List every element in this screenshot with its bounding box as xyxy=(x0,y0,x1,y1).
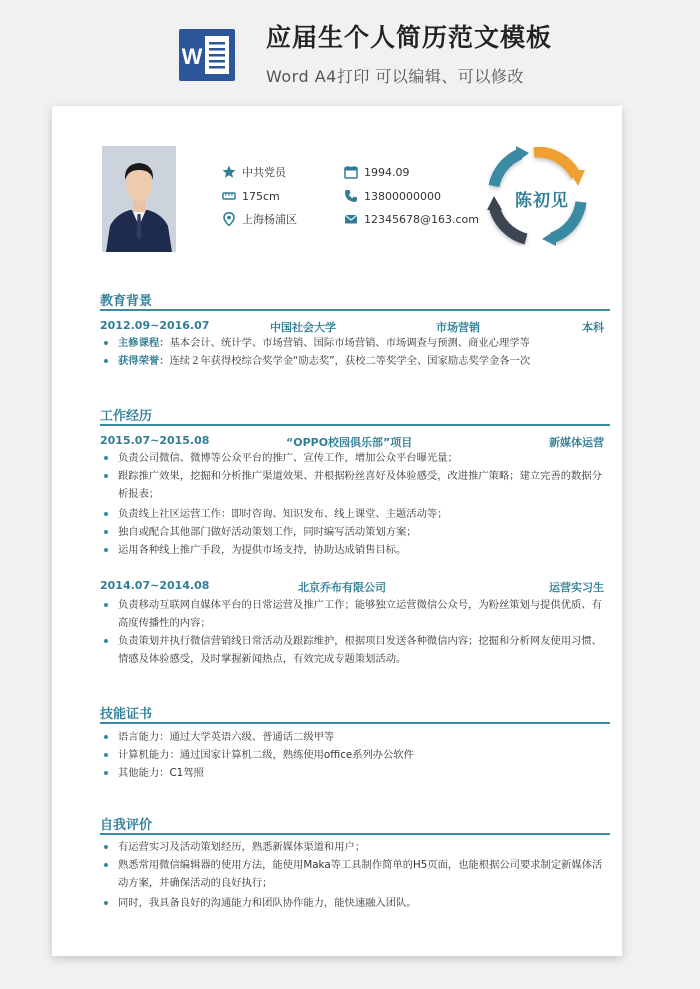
job-role: 新媒体运营 xyxy=(549,436,604,449)
list-item: 负责线上社区运营工作：即时咨询、知识发布、线上课堂、主题活动等； xyxy=(100,505,612,523)
list-item: 运用各种线上推广手段，为提供市场支持，协助达成销售目标。 xyxy=(100,541,612,559)
list-item: 计算机能力：通过国家计算机二级，熟练使用office系列办公软件 xyxy=(100,746,612,764)
header-banner xyxy=(0,0,700,100)
info-height-text: 175cm xyxy=(242,189,280,203)
info-phone-text: 13800000000 xyxy=(364,189,441,203)
person-portrait-icon xyxy=(102,146,176,252)
info-birth xyxy=(344,164,410,180)
resume-page xyxy=(52,106,622,956)
info-location-text: 上海杨浦区 xyxy=(242,213,297,226)
star-icon xyxy=(222,165,236,179)
bullet-text: 连续２年获得校综合奖学金“励志奖”，获校二等奖学全、国家励志奖学金各一次 xyxy=(169,355,531,367)
list-item: 有运营实习及活动策划经历，熟悉新媒体渠道和用户； xyxy=(100,838,612,856)
education-header-row xyxy=(100,319,604,333)
bullet-text: 基本会计、统计学、市场营销、国际市场营销、市场调查与预测、商业心理学等 xyxy=(169,337,530,349)
section-divider xyxy=(100,722,610,724)
list-item: 跟踪推广效果，挖掘和分析推广渠道效果、并根据粉丝喜好及体验感受，改进推广策略；建立完善的数据分析报表； xyxy=(100,467,612,503)
list-item: 负责策划并执行微信营销线日常活动及跟踪维护，根据项目发送各种微信内容；挖掘和分析网友使用习惯、情感及体验感受，及时掌握新闻热点，有效完成专题策划活动。 xyxy=(100,632,612,668)
bullet-key: 获得荣誉： xyxy=(118,355,170,367)
info-party-text: 中共党员 xyxy=(242,166,286,179)
section-divider xyxy=(100,309,610,311)
info-email xyxy=(344,211,479,227)
list-item: 其他能力：C1驾照 xyxy=(100,764,612,782)
education-school: 中国社会大学 xyxy=(270,321,336,334)
job-period: 2014.07~2014.08 xyxy=(100,579,210,592)
list-item: 负责公司微信、微博等公众平台的推广、宣传工作，增加公众平台曝光量； xyxy=(100,449,612,467)
calendar-icon xyxy=(344,165,358,179)
job-header-row xyxy=(100,434,604,448)
info-location xyxy=(222,211,297,227)
ruler-icon xyxy=(222,189,236,203)
banner-title: 应届生个人简历范文模板 xyxy=(266,23,553,52)
section-title-self: 自我评价 xyxy=(100,818,153,833)
list-item: 语言能力：通过大学英语六级、普通话二级甲等 xyxy=(100,728,612,746)
section-title-education: 教育背景 xyxy=(100,294,153,309)
candidate-name: 陈初见 xyxy=(515,191,569,211)
word-logo-letter: W xyxy=(181,44,203,69)
phone-icon xyxy=(344,189,358,203)
education-major: 市场营销 xyxy=(436,321,480,334)
envelope-icon xyxy=(344,212,358,226)
location-pin-icon xyxy=(222,212,236,226)
profile-photo xyxy=(102,146,176,252)
list-item: 同时，我具备良好的沟通能力和团队协作能力，能快速融入团队。 xyxy=(100,894,612,912)
list-item: 熟悉常用微信编辑器的使用方法，能使用Maka等工具制作简单的H5页面，也能根据公司要求制定新媒体活动方案，并确保活动的良好执行； xyxy=(100,856,612,892)
info-email-text: 12345678@163.com xyxy=(364,212,479,226)
job-role: 运营实习生 xyxy=(549,581,604,594)
education-period: 2012.09~2016.07 xyxy=(100,319,210,332)
job-period: 2015.07~2015.08 xyxy=(100,434,210,447)
list-item: 负责移动互联网自媒体平台的日常运营及推广工作；能够独立运营微信公众号，为粉丝策划与提供优质、有高度传播性的内容； xyxy=(100,596,612,632)
info-height xyxy=(222,188,280,204)
section-title-work: 工作经历 xyxy=(100,409,153,424)
job-org: 北京乔布有限公司 xyxy=(298,581,386,594)
section-divider xyxy=(100,424,610,426)
list-item xyxy=(100,334,612,352)
job-org: “OPPO校园俱乐部”项目 xyxy=(286,436,413,449)
list-item: 独自或配合其他部门做好活动策划工作，同时编写活动策划方案； xyxy=(100,523,612,541)
banner-subtitle: Word A4打印 可以编辑、可以修改 xyxy=(266,67,524,86)
section-title-skills: 技能证书 xyxy=(100,707,153,722)
job-header-row xyxy=(100,579,604,593)
section-divider xyxy=(100,833,610,835)
bullet-key: 主修课程： xyxy=(118,337,170,349)
info-phone xyxy=(344,188,441,204)
list-item xyxy=(100,352,612,370)
info-party xyxy=(222,164,286,180)
education-degree: 本科 xyxy=(582,321,604,334)
info-birth-text: 1994.09 xyxy=(364,165,410,179)
word-document-icon xyxy=(175,23,239,87)
